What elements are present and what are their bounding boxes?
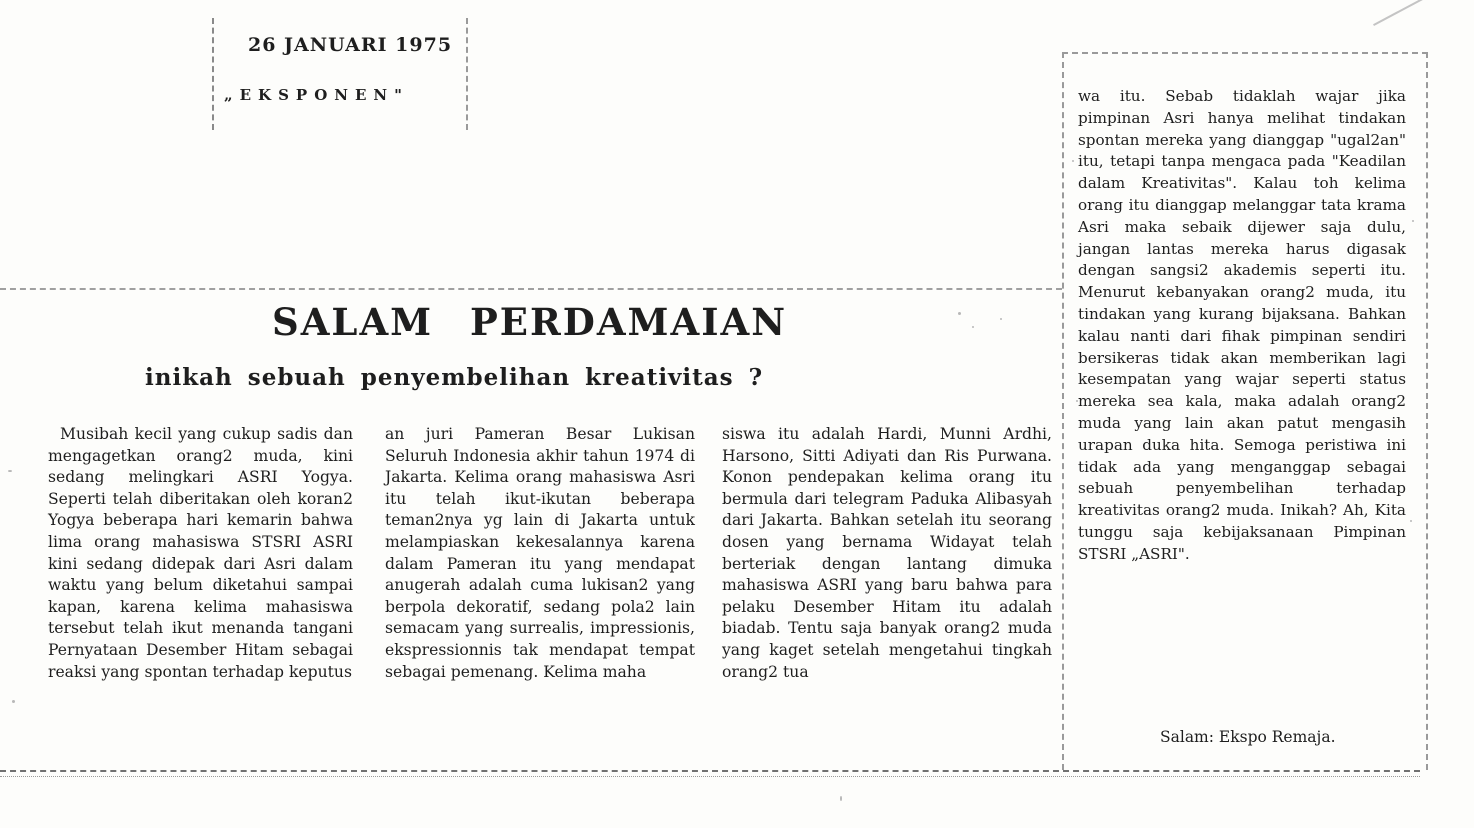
article-subtitle: inikah sebuah penyembelihan kreativitas ?	[145, 364, 764, 391]
publication-name: „EKSPONEN"	[224, 86, 409, 104]
article-column-4	[1078, 86, 1406, 566]
clipping-top-edge	[0, 288, 1062, 290]
scan-speckle	[12, 700, 15, 703]
clipping-bottom-edge-shadow	[0, 776, 1420, 777]
article-column-1-text: Musibah kecil yang cukup sadis dan mengagetkan orang2 muda, kini sedang melingkari ASRI Yogya. Seperti telah diberitakan oleh koran2 Yogya beberapa hari kemarin bahwa lima orang mahasiswa STSRI ASRI kini sedang didepak dari Asri dalam waktu yang belum diketahui sampai kapan, karena kelima mahasiswa tersebut telah ikut menanda tangani Pernyataan Desember Hitam sebagai reaksi yang spontan terhadap keputus	[48, 425, 353, 681]
scan-speckle	[1076, 400, 1078, 402]
publication-date: 26 JANUARI 1975	[248, 34, 453, 56]
scan-speckle	[958, 312, 961, 315]
article-title: SALAM PERDAMAIAN	[272, 300, 788, 344]
scan-speckle	[1000, 318, 1002, 320]
clipping-bottom-edge	[0, 770, 1420, 772]
scan-speckle	[8, 470, 12, 472]
article-column-3-text: siswa itu adalah Hardi, Munni Ardhi, Harsono, Sitti Adiyati dan Ris Purwana. Konon pendepakan kelima orang itu bermula dari telegram Paduka Alibasyah dari Jakarta. Bahkan setelah itu seorang dosen yang bernama Widayat telah berteriak dengan lantang dimuka mahasiswa ASRI yang baru bahwa para pelaku Desember Hitam itu adalah biadab. Tentu saja banyak orang2 muda yang kaget setelah mengetahui tingkah orang2 tua	[722, 425, 1052, 681]
scan-speckle	[1072, 160, 1074, 162]
article-column-3	[722, 424, 1052, 683]
article-column-4-text: wa itu. Sebab tidaklah wajar jika pimpinan Asri hanya melihat tindakan spontan mereka yang dianggap "ugal2an" itu, tetapi tanpa mengaca pada "Keadilan dalam Kreativitas". Kalau toh kelima orang itu dianggap melanggar tata krama Asri maka sebaik dijewer saja dulu, jangan lantas mereka harus digasak dengan sangsi2 akademis seperti itu. Menurut kebanyakan orang2 muda, itu tindakan yang kurang bijaksana. Bahkan kalau nanti dari fihak pimpinan sendiri bersikeras tidak akan memberikan lagi kesempatan yang wajar seperti status mereka sea kala, maka adalah orang2 muda yang lain akan patut mengasih urapan duka hita. Semoga peristiwa ini tidak ada yang menganggap sebagai sebuah penyembelihan terhadap kreativitas orang2 muda. Inikah? Ah, Kita tunggu saja kebijaksanaan Pimpinan STSRI „ASRI".	[1078, 87, 1406, 563]
scan-speckle	[1410, 520, 1412, 522]
scan-speckle	[1373, 0, 1427, 26]
scan-speckle	[840, 796, 842, 801]
scan-speckle	[1412, 220, 1414, 222]
article-signature: Salam: Ekspo Remaja.	[1160, 728, 1336, 746]
article-column-2	[385, 424, 695, 683]
scan-speckle	[972, 326, 974, 328]
article-column-1	[48, 424, 353, 683]
article-column-2-text: an juri Pameran Besar Lukisan Seluruh Indonesia akhir tahun 1974 di Jakarta. Kelima orang mahasiswa Asri itu telah ikut-ikutan beberapa teman2nya yg lain di Jakarta untuk melampiaskan kekesalannya karena dalam Pameran itu yang mendapat anugerah adalah cuma lukisan2 yang berpola dekoratif, sedang pola2 lain semacam yang surrealis, impressionis, ekspressionnis tak mendapat tempat sebagai pemenang. Kelima maha	[385, 425, 695, 681]
